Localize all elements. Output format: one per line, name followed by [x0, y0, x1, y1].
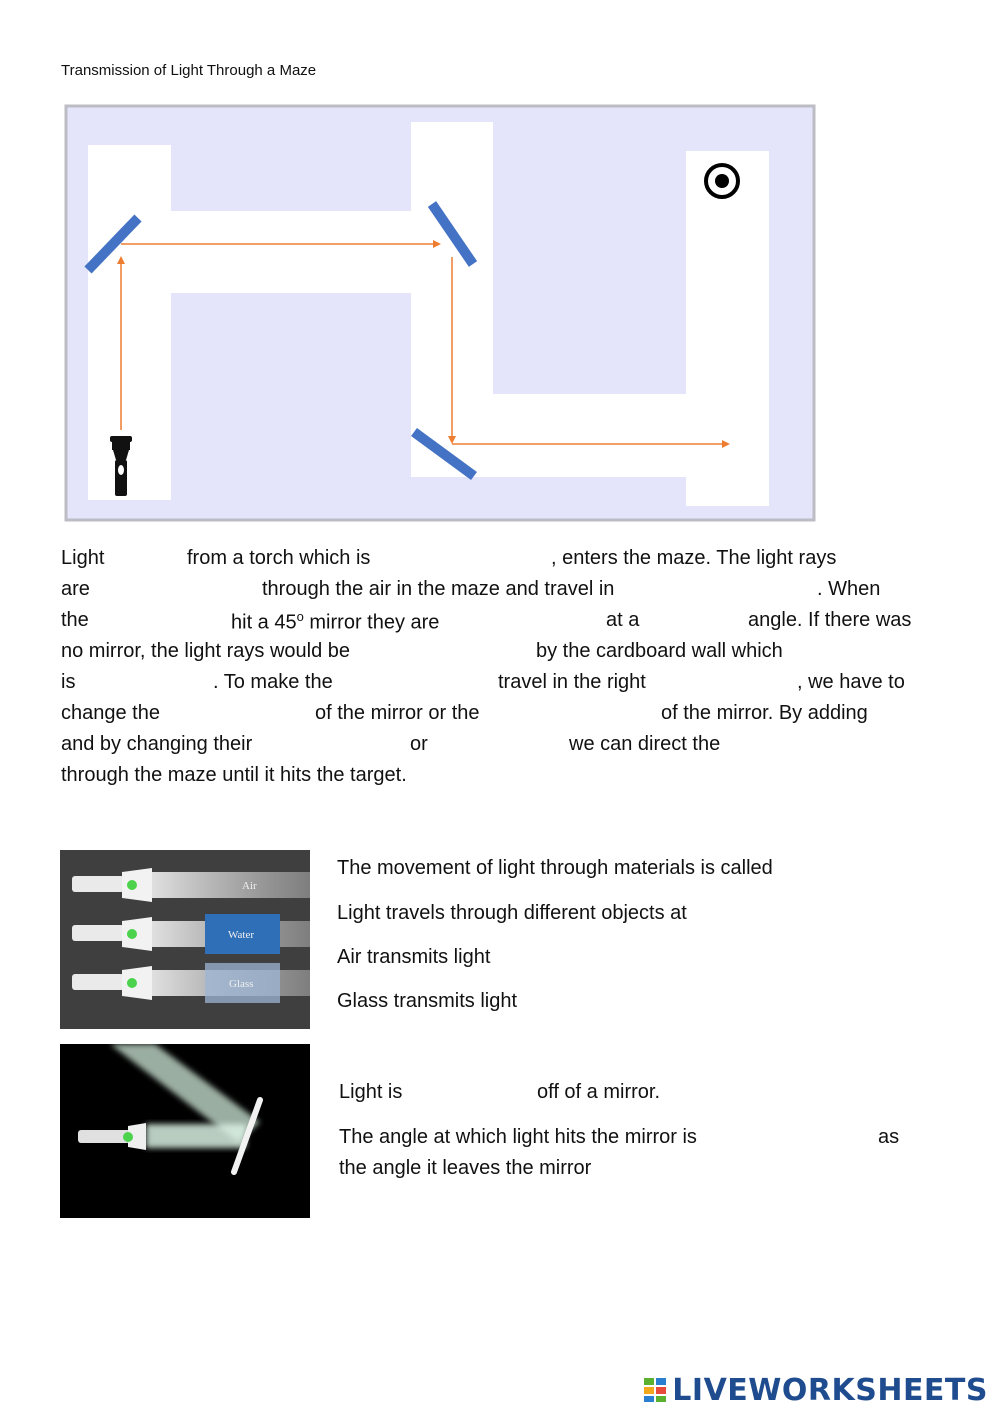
answer-blank[interactable] — [172, 702, 310, 728]
liveworksheets-logo-text: LIVEWORKSHEETS — [672, 1372, 988, 1408]
question-air: Air transmits light — [337, 946, 491, 968]
answer-input[interactable] — [386, 640, 530, 666]
answer-input[interactable] — [646, 609, 742, 635]
answer-blank[interactable] — [740, 733, 910, 759]
answer-input[interactable] — [740, 733, 910, 759]
answer-blank[interactable] — [98, 578, 256, 604]
answer-blank[interactable] — [392, 547, 547, 573]
text-segment: , enters the maze. The light rays — [551, 547, 837, 569]
answer-blank[interactable] — [514, 946, 684, 972]
text-segment: of the mirror. By adding — [661, 702, 868, 724]
text-segment: by the cardboard wall which — [536, 640, 783, 662]
answer-input[interactable] — [818, 857, 948, 883]
answer-input[interactable] — [730, 902, 900, 928]
text-segment: through the maze until it hits the target. — [61, 764, 407, 786]
text-segment: angle. If there was — [748, 609, 912, 631]
answer-blank[interactable] — [410, 1081, 532, 1107]
text-segment: the — [61, 609, 89, 631]
text-segment: travel in the right — [498, 671, 646, 693]
text-segment: at a — [606, 609, 640, 631]
answer-input[interactable] — [272, 733, 404, 759]
answer-blank[interactable] — [348, 671, 492, 697]
answer-input[interactable] — [514, 946, 684, 972]
question-angle-a: The angle at which light hits the mirror is — [339, 1126, 697, 1148]
question-glass: Glass transmits light — [337, 990, 518, 1012]
answer-input[interactable] — [80, 671, 208, 697]
text-segment: change the — [61, 702, 160, 724]
answer-input[interactable] — [734, 1126, 872, 1152]
liveworksheets-logo — [644, 1372, 988, 1408]
answer-input[interactable] — [410, 1081, 532, 1107]
mirror-reflection-image — [60, 1044, 310, 1218]
question-angle-c: the angle it leaves the mirror — [339, 1157, 592, 1179]
answer-blank[interactable] — [506, 702, 656, 728]
answer-input[interactable] — [436, 733, 564, 759]
answer-input[interactable] — [348, 671, 492, 697]
question-reflect-b: off of a mirror. — [537, 1081, 661, 1103]
answer-blank[interactable] — [436, 733, 564, 759]
text-segment: we can direct the — [569, 733, 721, 755]
text-segment: no mirror, the light rays would be — [61, 640, 351, 662]
answer-blank[interactable] — [468, 609, 600, 635]
answer-blank[interactable] — [98, 609, 226, 635]
question-reflect-a: Light is — [339, 1081, 403, 1103]
answer-input[interactable] — [392, 547, 547, 573]
text-segment: hit a 45$^o$ mirror they are — [231, 609, 440, 634]
answer-input[interactable] — [506, 702, 656, 728]
answer-blank[interactable] — [536, 990, 706, 1016]
answer-input[interactable] — [652, 578, 814, 604]
answer-input[interactable] — [172, 702, 310, 728]
answer-input[interactable] — [468, 609, 600, 635]
answer-blank[interactable] — [818, 857, 948, 883]
text-segment: Light — [61, 547, 105, 569]
text-segment: are — [61, 578, 90, 600]
answer-blank[interactable] — [272, 733, 404, 759]
answer-blank[interactable] — [646, 609, 742, 635]
label-glass: Glass — [229, 978, 254, 990]
answer-blank[interactable] — [386, 640, 530, 666]
question-transmission: The movement of light through materials is called — [337, 857, 773, 879]
answer-blank[interactable] — [730, 902, 900, 928]
text-segment: and by changing their — [61, 733, 253, 755]
answer-blank[interactable] — [734, 1126, 872, 1152]
answer-blank[interactable] — [668, 671, 792, 697]
answer-blank[interactable] — [652, 578, 814, 604]
text-segment: from a torch which is — [187, 547, 371, 569]
page-title: Transmission of Light Through a Maze — [61, 62, 317, 79]
text-segment: . To make the — [213, 671, 333, 693]
question-angle-b: as — [878, 1126, 900, 1148]
question-speeds: Light travels through different objects at — [337, 902, 687, 924]
answer-input[interactable] — [98, 578, 256, 604]
label-air: Air — [242, 880, 257, 892]
text-segment: through the air in the maze and travel in — [262, 578, 615, 600]
answer-input[interactable] — [98, 609, 226, 635]
torches-materials-image — [60, 850, 310, 1029]
answer-input[interactable] — [668, 671, 792, 697]
text-segment: of the mirror or the — [315, 702, 480, 724]
text-segment: is — [61, 671, 76, 693]
answer-input[interactable] — [110, 547, 182, 573]
label-water: Water — [228, 929, 254, 941]
text-segment: . When — [817, 578, 881, 600]
text-segment: or — [410, 733, 428, 755]
answer-blank[interactable] — [110, 547, 182, 573]
text-segment: , we have to — [797, 671, 905, 693]
answer-input[interactable] — [536, 990, 706, 1016]
maze-diagram — [64, 104, 816, 522]
answer-blank[interactable] — [80, 671, 208, 697]
liveworksheets-logo-icon — [644, 1378, 666, 1402]
